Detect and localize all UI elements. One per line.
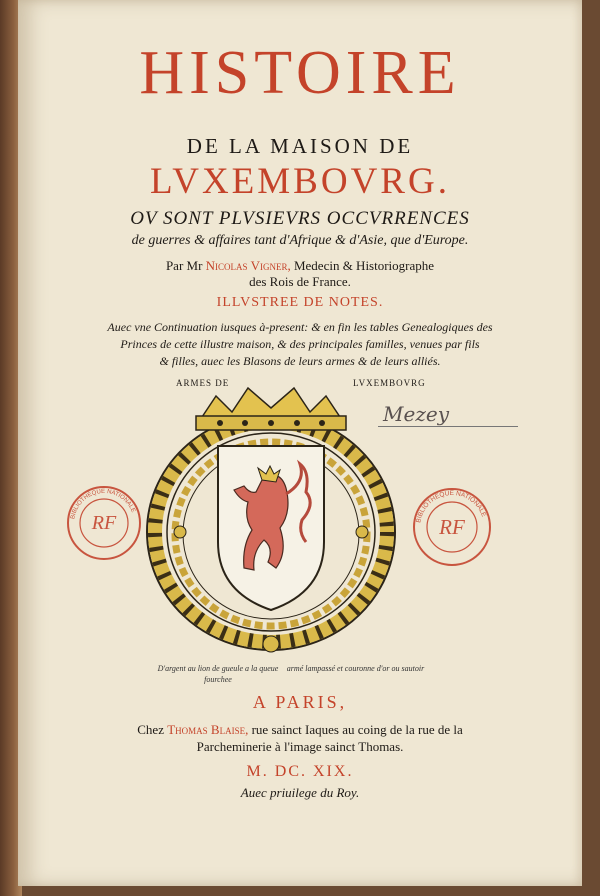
author-line-2: des Rois de France. [249, 274, 351, 289]
continuation-line-1: Auec vne Continuation iusques à-present: & en fin les tables Genealogiques des [107, 320, 493, 334]
svg-text:BIBLIOTHÈQUE NATIONALE: BIBLIOTHÈQUE NATIONALE [415, 489, 488, 524]
author-suffix: Medecin & Historiographe [290, 258, 435, 273]
imprint-date: M. DC. XIX. [246, 763, 354, 780]
svg-text:BIBLIOTHÈQUE NATIONALE: BIBLIOTHÈQUE NATIONALE [70, 488, 136, 520]
coat-of-arms-icon [130, 382, 412, 660]
author-line [18, 258, 582, 274]
author-name: Nicolas Vigner, [205, 258, 291, 273]
title-luxembourg: LVXEMBOVRG. [150, 161, 450, 202]
blazon-caption-left: D'argent au lion de gueule a la queue fourchee [157, 664, 279, 684]
title-de-la-maison: DE LA MAISON DE [186, 134, 414, 158]
imprint-privilege: Auec priuilege du Roy. [240, 785, 360, 800]
continuation-line-2: Princes de cette illustre maison, & des principales familles, venues par fils [120, 337, 480, 351]
author-prefix: Par Mr [165, 258, 206, 273]
imprint-line-2: Parcheminerie à l'image sainct Thomas. [196, 739, 404, 754]
library-stamp-right-icon [410, 485, 494, 569]
blazon-caption-right: armé lampassé et couronne d'or ou sautoir [286, 664, 425, 673]
illustree-de-notes: ILLVSTREE DE NOTES. [216, 295, 384, 310]
subtitle-guerres: de guerres & affaires tant d'Afrique & d'Asie, que d'Europe. [131, 233, 469, 248]
armes-label-left: ARMES DE [176, 378, 230, 388]
title-histoire: HISTOIRE [139, 39, 461, 107]
imprint-address: rue sainct Iaques au coing de la rue de la [248, 722, 463, 737]
imprint-city: A PARIS, [252, 692, 348, 712]
armes-label-right: LVXEMBOVRG [353, 378, 426, 388]
svg-text:RF: RF [439, 515, 465, 539]
title-page [18, 0, 582, 886]
imprint-line-1 [18, 722, 582, 738]
imprint-printer: Thomas Blaise, [167, 722, 249, 737]
handwritten-signature: Mezey [383, 402, 449, 426]
imprint-chez: Chez [137, 722, 168, 737]
svg-text:RF: RF [91, 512, 117, 534]
continuation-line-3: & filles, auec les Blasons de leurs armes & de leurs alliés. [159, 354, 441, 368]
subtitle-occurrences: OV SONT PLVSIEVRS OCCVRRENCES [130, 208, 470, 229]
